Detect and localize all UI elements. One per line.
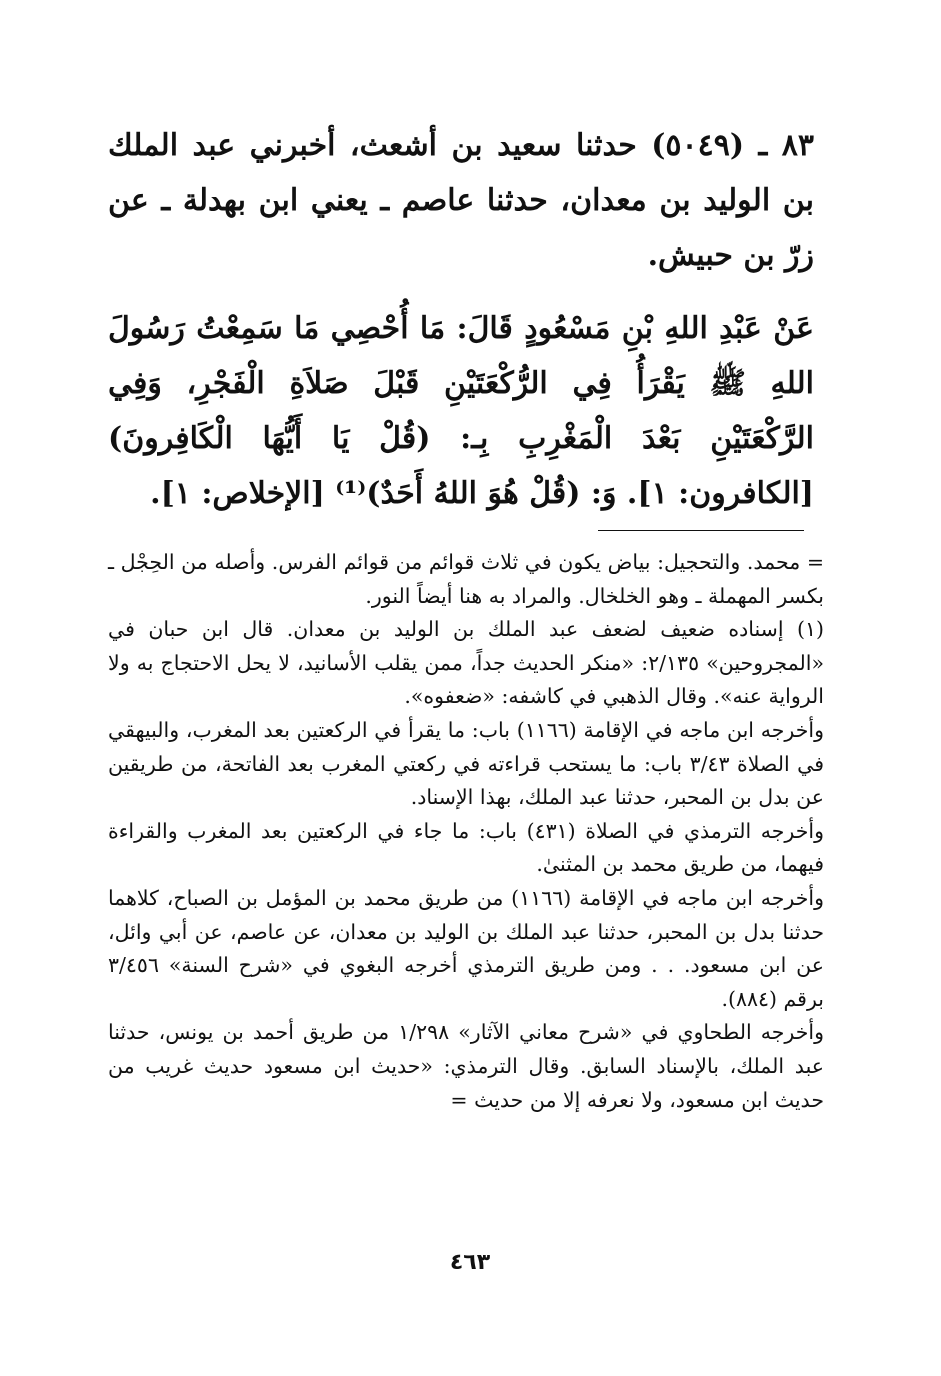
- footnote-continuation: = محمد. والتحجيل: بياض يكون في ثلاث قوائم من قوائم الفرس. وأصله من الحِجْل ـ بكسر المهملة ـ وهو الخلخال. والمراد به هنا أيضاً النور.: [108, 550, 824, 608]
- footnote-paragraph-ibn-majah: وأخرجه ابن ماجه في الإقامة (١١٦٦) باب: ما يقرأ في الركعتين بعد المغرب، والبيهقي في الصلاة ٣/٤٣ باب: ما يستحب قراءته في ركعتي المغرب بعد الفاتحة، من طريقين عن بدل بن المحبر، حدثنا عبد الملك، بهذا الإسناد.: [108, 717, 824, 810]
- main-text: [108, 118, 814, 521]
- footnote-paragraph-tirmidhi: وأخرجه الترمذي في الصلاة (٤٣١) باب: ما جاء في الركعتين بعد المغرب والقراءة فيهما، من طريق محمد بن المثنىٰ.: [108, 818, 824, 877]
- footnote-paragraph-ibn-majah-2: وأخرجه ابن ماجه في الإقامة (١١٦٦) من طريق محمد بن المؤمل بن الصباح، كلاهما حدثنا بدل بن المحبر، حدثنا عبد الملك بن الوليد بن معدان، عن عاصم، عن أبي وائل، عن ابن مسعود. . . ومن طريق الترمذي أخرجه البغوي في «شرح السنة» ٣/٤٥٦ برقم (٨٨٤).: [108, 885, 824, 1011]
- hadith-chain-paragraph: ٨٣ ـ (٥٠٤٩) حدثنا سعيد بن أشعث، أخبرني عبد الملك بن الوليد بن معدان، حدثنا عاصم ـ يعني ابن بهدلة ـ عن زرّ بن حبيش.: [108, 128, 814, 273]
- page-number: ٤٦٣: [449, 1250, 491, 1275]
- hadith-text-paragraph: عَنْ عَبْدِ اللهِ بْنِ مَسْعُودٍ قَالَ: مَا أُحْصِي مَا سَمِعْتُ رَسُولَ اللهِ ﷺ يَقْرَأُ فِي الرُّكْعَتَيْنِ قَبْلَ صَلاَةِ الْفَجْرِ، وَفِي الرَّكْعَتَيْنِ بَعْدَ الْمَغْرِبِ بِـ: (قُلْ يَا أَيُّهَا الْكَافِرونَ) [الكافرون: ١]. وَ: (قُلْ هُوَ اللهُ أَحَدٌ)⁽¹⁾ [الإخلاص: ١].: [108, 311, 814, 511]
- footnote-divider: [598, 530, 804, 531]
- footnote-paragraph-tahawi: وأخرجه الطحاوي في «شرح معاني الآثار» ١/٢٩٨ من طريق أحمد بن يونس، حدثنا عبد الملك، بالإسناد السابق. وقال الترمذي: «حديث ابن مسعود حديث غريب من حديث ابن مسعود، ولا نعرفه إلا من حديث =: [108, 1020, 824, 1112]
- footnotes-section: [108, 546, 824, 1117]
- footnote-1: (١) إسناده ضعيف لضعف عبد الملك بن الوليد بن معدان. قال ابن حبان في «المجروحين» ٢/١٣٥: «منكر الحديث جداً، ممن يقلب الأسانيد، لا يحل الاحتجاج به ولا الرواية عنه». وقال الذهبي في كاشفه: «ضعفوه».: [108, 617, 824, 709]
